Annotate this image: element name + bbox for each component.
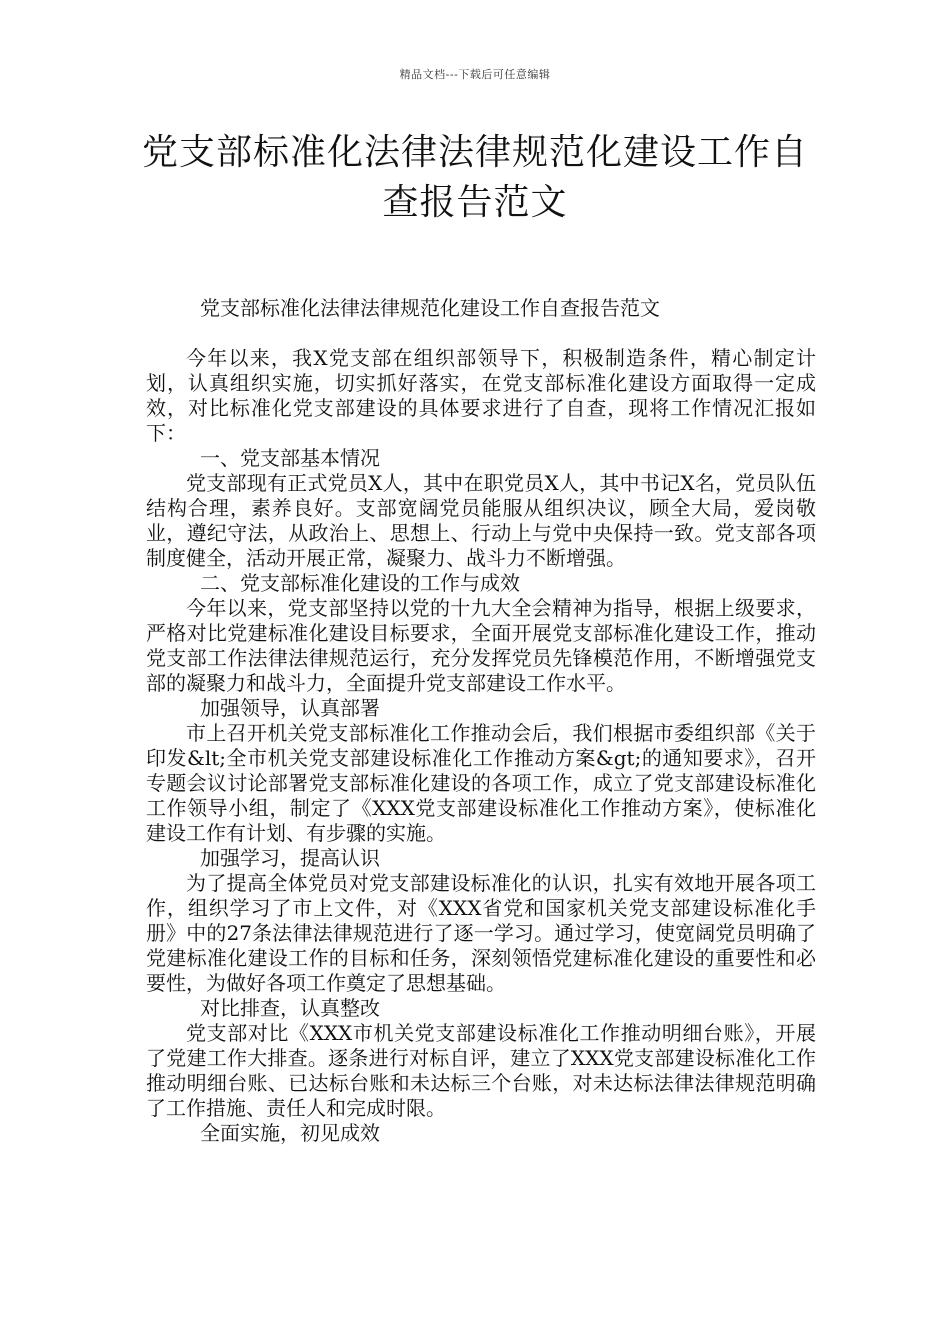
body-paragraph: 党支部对比《XXX市机关党支部建设标准化工作推动明细台账》，开展了党建工作大排查。逐条进行对标自评，建立了XXX党支部建设标准化工作推动明细台账、已达标台账和未达标三个台账，对未达标法律法律规范明确了工作措施、责任人和完成时限。 [146, 1021, 816, 1120]
document-title-line-2: 查报告范文 [382, 182, 568, 223]
section-heading: 二、党支部标准化建设的工作与成效 [200, 571, 520, 595]
document-body [146, 296, 816, 1146]
body-paragraph: 今年以来，党支部坚持以党的十九大全会精神为指导，根据上级要求，严格对比党建标准化建设目标要求，全面开展党支部标准化建设工作，推动党支部工作法律法律规范运行，充分发挥党员先锋模范作用，不断增强党支部的凝聚力和战斗力，全面提升党支部建设工作水平。 [146, 596, 816, 695]
body-paragraph: 今年以来，我X党支部在组织部领导下，积极制造条件，精心制定计划，认真组织实施，切实抓好落实，在党支部标准化建设方面取得一定成效，对比标准化党支部建设的具体要求进行了自查，现将工作情况汇报如下： [146, 346, 816, 445]
section-heading: 对比排查，认真整改 [200, 996, 380, 1020]
document-title [120, 128, 830, 228]
section-heading: 加强领导，认真部署 [200, 696, 380, 720]
section-heading: 一、党支部基本情况 [200, 446, 380, 470]
body-paragraph: 党支部现有正式党员X人，其中在职党员X人，其中书记X名，党员队伍结构合理，素养良好。支部宽阔党员能服从组织决议，顾全大局，爱岗敬业，遵纪守法，从政治上、思想上、行动上与党中央保持一致。党支部各项制度健全，活动开展正常，凝聚力、战斗力不断增强。 [146, 471, 816, 570]
section-heading: 加强学习，提高认识 [200, 846, 380, 870]
body-paragraph: 市上召开机关党支部标准化工作推动会后，我们根据市委组织部《关于印发&lt;全市机关党支部建设标准化工作推动方案&gt;的通知要求》，召开专题会议讨论部署党支部标准化建设的各项工作，成立了党支部建设标准化工作领导小组，制定了《XXX党支部建设标准化工作推动方案》，使标准化建设工作有计划、有步骤的实施。 [146, 721, 816, 845]
document-subtitle: 党支部标准化法律法律规范化建设工作自查报告范文 [200, 296, 660, 320]
header-note: 精品文档---下载后可任意编辑 [399, 68, 551, 81]
document-title-line-1: 党支部标准化法律法律规范化建设工作自 [141, 132, 808, 173]
section-heading: 全面实施，初见成效 [200, 1121, 380, 1145]
body-paragraph: 为了提高全体党员对党支部建设标准化的认识，扎实有效地开展各项工作，组织学习了市上文件，对《XXX省党和国家机关党支部建设标准化手册》中的27条法律法律规范进行了逐一学习。通过学习，使宽阔党员明确了党建标准化建设工作的目标和任务，深刻领悟党建标准化建设的重要性和必要性，为做好各项工作奠定了思想基础。 [146, 871, 816, 995]
